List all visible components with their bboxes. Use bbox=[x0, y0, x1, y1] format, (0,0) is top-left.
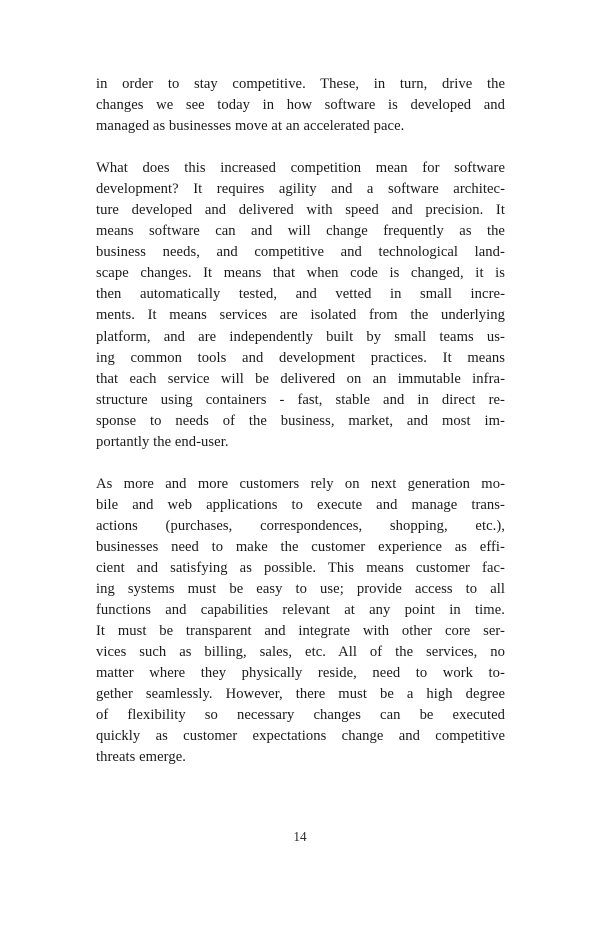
text-line: ing systems must be easy to use; provide access to all bbox=[96, 581, 505, 598]
text-line: in order to stay competitive. These, in turn, drive the bbox=[96, 76, 505, 92]
text-line: ing common tools and development practices. It means bbox=[96, 349, 505, 366]
text-line: structure using containers - fast, stable and in direct re- bbox=[96, 391, 505, 408]
text-line: As more and more customers rely on next generation mo- bbox=[96, 475, 505, 492]
paragraph-3 bbox=[96, 474, 505, 769]
text-line: vices such as billing, sales, etc. All of the services, no bbox=[96, 644, 505, 661]
text-line: gether seamlessly. However, there must be a high degree bbox=[96, 686, 505, 703]
text-line: portantly the end-user. bbox=[96, 433, 229, 450]
text-line: quickly as customer expectations change and competitive bbox=[96, 728, 505, 745]
text-line: matter where they physically reside, need to work to- bbox=[96, 665, 505, 682]
text-line: means software can and will change frequently as the bbox=[96, 223, 505, 240]
paragraph-1 bbox=[96, 74, 505, 137]
text-line: ture developed and delivered with speed and precision. It bbox=[96, 202, 505, 219]
text-line: platform, and are independently built by small teams us- bbox=[96, 328, 505, 345]
text-line: business needs, and competitive and technological land- bbox=[96, 244, 505, 261]
text-line: changes we see today in how software is developed and bbox=[96, 97, 505, 114]
text-line: functions and capabilities relevant at any point in time. bbox=[96, 602, 505, 619]
text-line: cient and satisfying as possible. This means customer fac- bbox=[96, 559, 505, 576]
text-line: actions (purchases, correspondences, shopping, etc.), bbox=[96, 517, 505, 534]
text-line: threats emerge. bbox=[96, 749, 186, 766]
text-line: scape changes. It means that when code is changed, it is bbox=[96, 265, 505, 282]
paragraph-2 bbox=[96, 158, 505, 453]
text-line: of flexibility so necessary changes can be executed bbox=[96, 707, 505, 724]
text-line: ments. It means services are isolated from the underlying bbox=[96, 307, 505, 324]
body-text-column bbox=[96, 74, 505, 768]
text-line: businesses need to make the customer experience as effi- bbox=[96, 538, 505, 555]
text-line: that each service will be delivered on an immutable infra- bbox=[96, 370, 505, 387]
text-line: What does this increased competition mean for software bbox=[96, 160, 505, 177]
text-line: managed as businesses move at an accelerated pace. bbox=[96, 118, 405, 135]
text-line: development? It requires agility and a software architec- bbox=[96, 181, 505, 198]
text-line: sponse to needs of the business, market, and most im- bbox=[96, 412, 505, 429]
text-line: then automatically tested, and vetted in small incre- bbox=[96, 286, 505, 303]
text-line: It must be transparent and integrate with other core ser- bbox=[96, 623, 505, 640]
page-number: 14 bbox=[293, 829, 307, 844]
text-line: bile and web applications to execute and manage trans- bbox=[96, 496, 505, 513]
